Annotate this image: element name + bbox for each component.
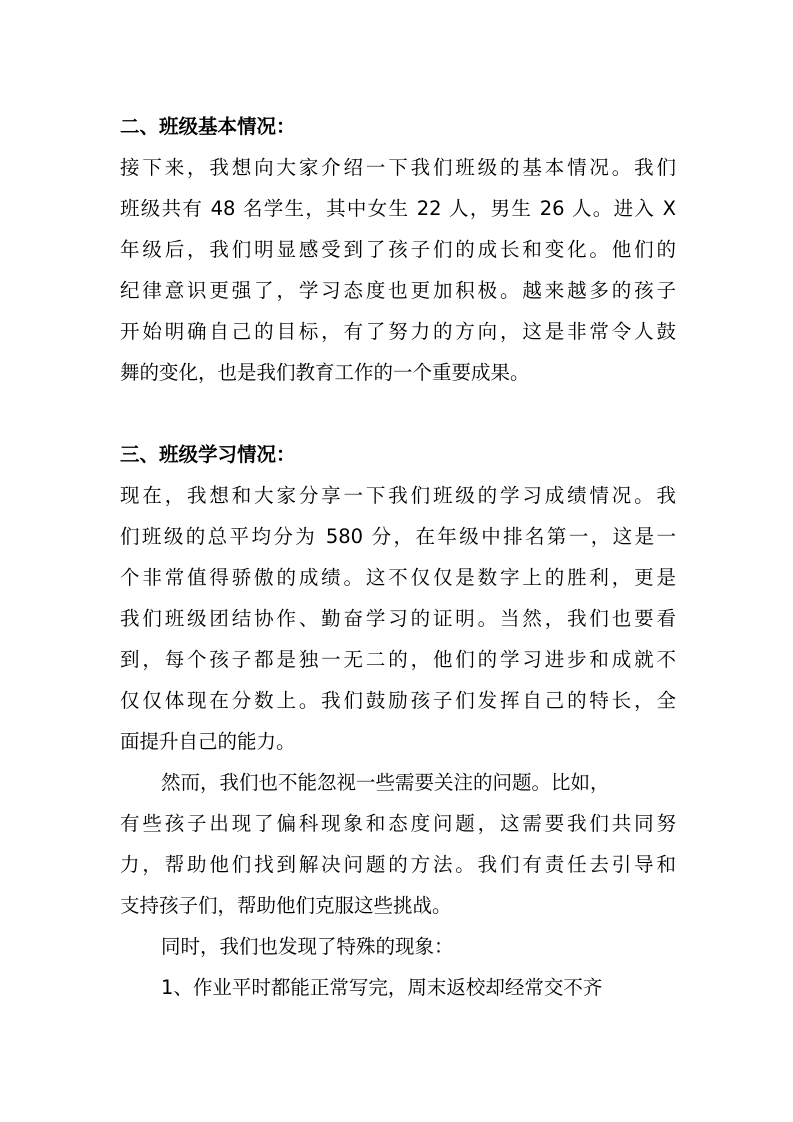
list-item-1 — [120, 967, 676, 1008]
text-line: 班级共有 48 名学生，其中女生 22 人，男生 26 人。进入 X — [120, 197, 676, 220]
text-line: 个非常值得骄傲的成绩。这不仅仅是数字上的胜利，更是 — [120, 566, 676, 589]
paragraph-special-phenomena — [120, 926, 676, 967]
paragraph-study-results — [120, 475, 676, 762]
text-line: 仅仅体现在分数上。我们鼓励孩子们发挥自己的特长，全 — [120, 689, 676, 712]
text-line: 纪律意识更强了，学习态度也更加积极。越来越多的孩子 — [120, 279, 676, 302]
text-line: 支持孩子们，帮助他们克服这些挑战。 — [120, 894, 452, 917]
text-line: 们班级的总平均分为 580 分，在年级中排名第一，这是一 — [120, 525, 676, 548]
text-line: 到，每个孩子都是独一无二的，他们的学习进步和成就不 — [120, 648, 676, 671]
text-line: 年级后，我们明显感受到了孩子们的成长和变化。他们的 — [120, 238, 676, 261]
text-line: 开始明确自己的目标，有了努力的方向，这是非常令人鼓 — [120, 320, 676, 343]
document-page — [120, 106, 676, 1008]
text-line: 面提升自己的能力。 — [120, 730, 296, 753]
text-line: 接下来，我想向大家介绍一下我们班级的基本情况。我们 — [120, 156, 676, 179]
text-line: 现在，我想和大家分享一下我们班级的学习成绩情况。我 — [120, 484, 676, 507]
text-line: 舞的变化，也是我们教育工作的一个重要成果。 — [120, 361, 530, 384]
text-line: 然而，我们也不能忽视一些需要关注的问题。比如， — [161, 771, 610, 794]
text-line: 力，帮助他们找到解决问题的方法。我们有责任去引导和 — [120, 853, 676, 876]
section-heading-basic-info: 二、班级基本情况： — [120, 115, 296, 138]
section-heading-study-info: 三、班级学习情况： — [120, 443, 296, 466]
paragraph-basic-info — [120, 147, 676, 393]
text-line: 有些孩子出现了偏科现象和态度问题，这需要我们共同努 — [120, 812, 676, 835]
text-line: 我们班级团结协作、勤奋学习的证明。当然，我们也要看 — [120, 607, 676, 630]
text-line: 同时，我们也发现了特殊的现象： — [161, 935, 454, 958]
blank-line — [120, 393, 676, 434]
text-line: 1、作业平时都能正常写完，周末返校却经常交不齐 — [161, 976, 603, 999]
paragraph-issues — [120, 762, 676, 926]
